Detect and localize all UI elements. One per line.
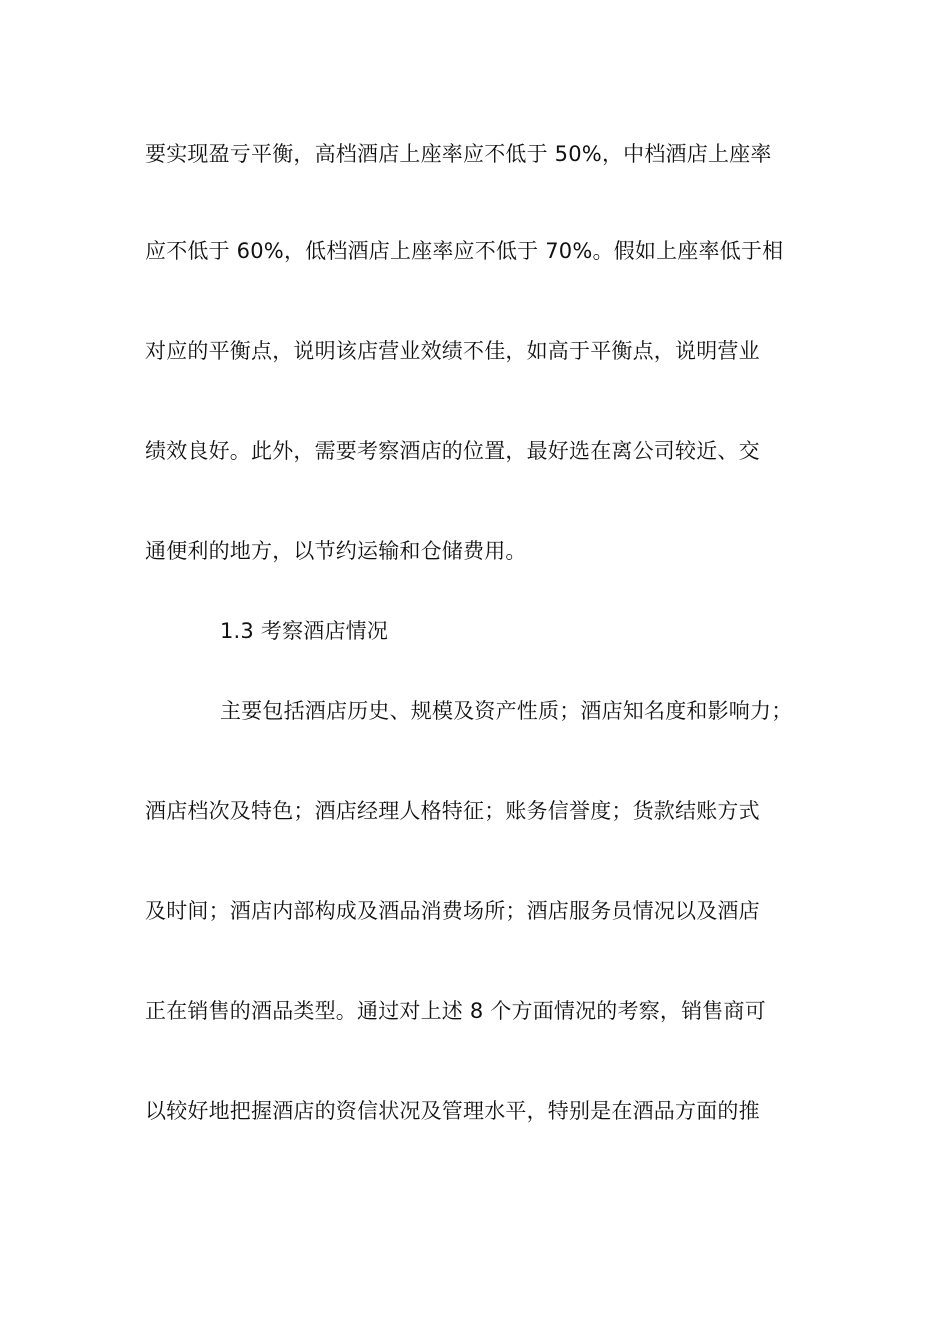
paragraph-line: 酒店档次及特色；酒店经理人格特征；账务信誉度；货款结账方式 [145, 799, 760, 823]
paragraph-line: 及时间；酒店内部构成及酒品消费场所；酒店服务员情况以及酒店 [145, 899, 760, 923]
paragraph-line: 绩效良好。此外，需要考察酒店的位置，最好选在离公司较近、交 [145, 439, 760, 463]
paragraph-line: 主要包括酒店历史、规模及资产性质；酒店知名度和影响力； [220, 699, 793, 723]
paragraph-line: 通便利的地方，以节约运输和仓储费用。 [145, 539, 527, 563]
paragraph-line: 对应的平衡点，说明该店营业效绩不佳，如高于平衡点，说明营业 [145, 339, 760, 363]
section-heading: 1.3 考察酒店情况 [220, 619, 389, 643]
paragraph-line: 正在销售的酒品类型。通过对上述 8 个方面情况的考察，销售商可 [145, 999, 766, 1023]
paragraph-line: 应不低于 60%，低档酒店上座率应不低于 70%。假如上座率低于相 [145, 239, 784, 263]
paragraph-line: 要实现盈亏平衡，高档酒店上座率应不低于 50%，中档酒店上座率 [145, 142, 772, 166]
paragraph-line: 以较好地把握酒店的资信状况及管理水平，特别是在酒品方面的推 [145, 1099, 760, 1123]
